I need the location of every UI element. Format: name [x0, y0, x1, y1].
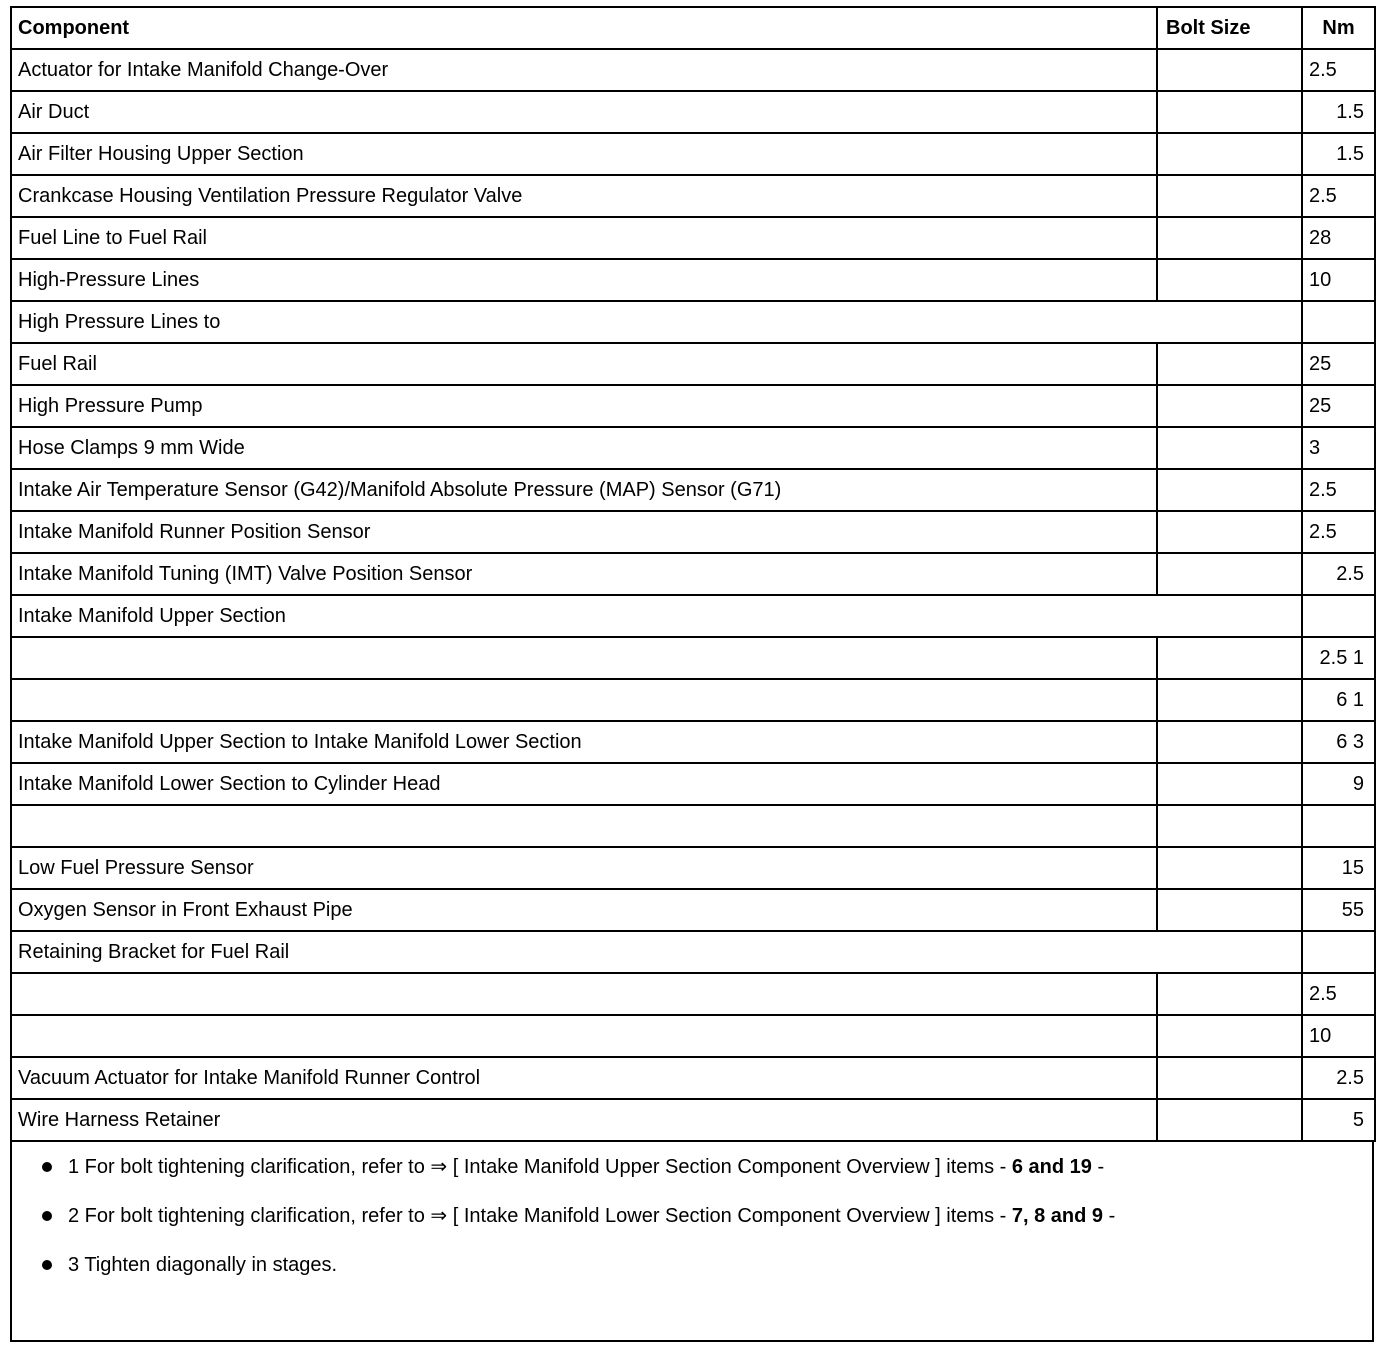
cell-bolt-size: [1157, 1015, 1302, 1057]
table-body: [11, 49, 1375, 1141]
cell-torque-nm: [1302, 763, 1375, 805]
cell-torque-nm: [1302, 91, 1375, 133]
cell-bolt-size: [1157, 1099, 1302, 1141]
cell-component: [11, 49, 1157, 91]
table-row: [11, 1099, 1375, 1141]
table-row: [11, 343, 1375, 385]
footnotes-section: [10, 1142, 1374, 1342]
cell-component: [11, 343, 1157, 385]
cell-bolt-size: [1157, 259, 1302, 301]
torque-value: 55: [1341, 899, 1364, 921]
cell-torque-nm: [1302, 343, 1375, 385]
column-header-bolt-size: Bolt Size: [1157, 7, 1302, 49]
table-row: [11, 49, 1375, 91]
bullet-icon: [42, 1211, 52, 1221]
component-label: High Pressure Pump: [18, 395, 203, 417]
cell-torque-nm: [1302, 973, 1375, 1015]
component-label: High-Pressure Lines: [18, 269, 200, 291]
component-label: Fuel Rail: [18, 353, 97, 375]
table-row: [11, 679, 1375, 721]
cell-component: [11, 259, 1157, 301]
cell-torque-nm: [1302, 931, 1375, 973]
cell-bolt-size: [1157, 469, 1302, 511]
torque-value: 1.5: [1336, 143, 1364, 165]
torque-value: 2.5: [1309, 521, 1337, 543]
footnote-text-after: -: [1103, 1205, 1116, 1227]
footnote-text-before: 2 For bolt tightening clarification, refer to ⇒ [ Intake Manifold Lower Section Component Overview ] items -: [68, 1205, 1012, 1227]
table-row: [11, 301, 1375, 343]
cell-bolt-size: [1157, 1057, 1302, 1099]
cell-bolt-size: [1157, 175, 1302, 217]
cell-component: [11, 175, 1157, 217]
column-header-nm: Nm: [1302, 7, 1375, 49]
component-label: Air Duct: [18, 101, 90, 123]
cell-bolt-size: [1157, 217, 1302, 259]
cell-bolt-size: [1157, 511, 1302, 553]
torque-value: 28: [1309, 227, 1332, 249]
cell-torque-nm: [1302, 427, 1375, 469]
cell-bolt-size: [1157, 343, 1302, 385]
torque-value: 2.5: [1336, 1067, 1364, 1089]
table-row: [11, 1015, 1375, 1057]
cell-torque-nm: [1302, 217, 1375, 259]
torque-value: 6 3: [1336, 731, 1364, 753]
cell-torque-nm: [1302, 847, 1375, 889]
cell-bolt-size: [1157, 385, 1302, 427]
cell-component: [11, 511, 1157, 553]
table-row: [11, 133, 1375, 175]
component-label: Low Fuel Pressure Sensor: [18, 857, 254, 879]
component-label: Hose Clamps 9 mm Wide: [18, 437, 245, 459]
table-row: [11, 889, 1375, 931]
cell-component: [11, 679, 1157, 721]
table-row: [11, 973, 1375, 1015]
torque-specification-table: [10, 6, 1376, 1142]
cell-bolt-size: [1157, 553, 1302, 595]
cell-torque-nm: [1302, 259, 1375, 301]
footnote-text: [68, 1205, 1115, 1228]
footnote-text: [68, 1156, 1104, 1179]
cell-bolt-size: [1157, 679, 1302, 721]
cell-component: [11, 721, 1157, 763]
cell-bolt-size: [1157, 805, 1302, 847]
cell-component: [11, 91, 1157, 133]
cell-component: [11, 469, 1157, 511]
cell-component: [11, 889, 1157, 931]
cell-torque-nm: [1302, 679, 1375, 721]
component-label: Air Filter Housing Upper Section: [18, 143, 304, 165]
cell-component: [11, 763, 1157, 805]
component-label: Intake Manifold Upper Section: [18, 605, 286, 627]
bullet-icon: [42, 1260, 52, 1270]
component-label: Crankcase Housing Ventilation Pressure Regulator Valve: [18, 185, 523, 207]
cell-bolt-size: [1157, 847, 1302, 889]
footnote-text-before: 1 For bolt tightening clarification, refer to ⇒ [ Intake Manifold Upper Section Component Overview ] items -: [68, 1156, 1012, 1178]
table-row: [11, 217, 1375, 259]
cell-torque-nm: [1302, 595, 1375, 637]
component-label: Fuel Line to Fuel Rail: [18, 227, 207, 249]
cell-component: [11, 637, 1157, 679]
cell-bolt-size: [1157, 133, 1302, 175]
footnote-text-before: 3 Tighten diagonally in stages.: [68, 1254, 338, 1276]
cell-torque-nm: [1302, 721, 1375, 763]
cell-component: [11, 1015, 1157, 1057]
torque-value: 3: [1309, 437, 1321, 459]
torque-value: 25: [1309, 395, 1332, 417]
footnote-item: [12, 1156, 1372, 1179]
cell-component: [11, 217, 1157, 259]
table-row: [11, 259, 1375, 301]
table-row: [11, 91, 1375, 133]
footnote-item: [12, 1205, 1372, 1228]
cell-component: [11, 385, 1157, 427]
cell-torque-nm: [1302, 889, 1375, 931]
table-row: [11, 427, 1375, 469]
torque-value: 2.5: [1309, 185, 1337, 207]
footnote-item-numbers: 7, 8 and 9: [1011, 1205, 1104, 1227]
cell-torque-nm: [1302, 49, 1375, 91]
footnote-text: [68, 1254, 337, 1277]
footnote-item: [12, 1254, 1372, 1277]
torque-value: 2.5: [1336, 563, 1364, 585]
torque-value: 15: [1341, 857, 1364, 879]
cell-component: [11, 847, 1157, 889]
torque-value: 25: [1309, 353, 1332, 375]
cell-component: [11, 973, 1157, 1015]
table-row: [11, 175, 1375, 217]
component-label: High Pressure Lines to: [18, 311, 221, 333]
cell-torque-nm: [1302, 805, 1375, 847]
torque-value: 1.5: [1336, 101, 1364, 123]
table-row: [11, 637, 1375, 679]
component-label: Actuator for Intake Manifold Change-Over: [18, 59, 389, 81]
cell-bolt-size: [1157, 763, 1302, 805]
bullet-icon: [42, 1162, 52, 1172]
cell-component: [11, 553, 1157, 595]
cell-torque-nm: [1302, 1099, 1375, 1141]
torque-value: 10: [1309, 269, 1332, 291]
table-row: [11, 511, 1375, 553]
footnote-item-numbers: 6 and 19: [1011, 1156, 1092, 1178]
cell-bolt-size: [1157, 637, 1302, 679]
cell-torque-nm: [1302, 469, 1375, 511]
table-row: [11, 721, 1375, 763]
cell-component: [11, 931, 1302, 973]
table-row: [11, 931, 1375, 973]
component-label: Vacuum Actuator for Intake Manifold Runner Control: [18, 1067, 481, 1089]
cell-torque-nm: [1302, 301, 1375, 343]
cell-component: [11, 427, 1157, 469]
cell-bolt-size: [1157, 889, 1302, 931]
table-row: [11, 763, 1375, 805]
torque-value: 6 1: [1336, 689, 1364, 711]
table-row: [11, 847, 1375, 889]
table-row: [11, 385, 1375, 427]
cell-component: [11, 1057, 1157, 1099]
cell-component: [11, 1099, 1157, 1141]
torque-value: 2.5: [1309, 983, 1337, 1005]
cell-torque-nm: [1302, 133, 1375, 175]
column-header-component: Component: [11, 7, 1157, 49]
component-label: Retaining Bracket for Fuel Rail: [18, 941, 290, 963]
table-row: [11, 469, 1375, 511]
component-label: Intake Manifold Runner Position Sensor: [18, 521, 371, 543]
cell-bolt-size: [1157, 427, 1302, 469]
table-row: [11, 805, 1375, 847]
cell-component: [11, 805, 1157, 847]
cell-torque-nm: [1302, 175, 1375, 217]
table-header-row: [11, 7, 1375, 49]
torque-value: 2.5 1: [1319, 647, 1364, 669]
torque-value: 9: [1352, 773, 1364, 795]
cell-torque-nm: [1302, 511, 1375, 553]
torque-value: 10: [1309, 1025, 1332, 1047]
table-row: [11, 1057, 1375, 1099]
cell-bolt-size: [1157, 49, 1302, 91]
table-row: [11, 595, 1375, 637]
cell-bolt-size: [1157, 91, 1302, 133]
cell-torque-nm: [1302, 385, 1375, 427]
cell-bolt-size: [1157, 973, 1302, 1015]
torque-spec-page: [0, 6, 1392, 1370]
component-label: Oxygen Sensor in Front Exhaust Pipe: [18, 899, 353, 921]
cell-torque-nm: [1302, 553, 1375, 595]
torque-value: 2.5: [1309, 59, 1337, 81]
cell-component: [11, 301, 1302, 343]
table-row: [11, 553, 1375, 595]
component-label: Intake Manifold Tuning (IMT) Valve Position Sensor: [18, 563, 473, 585]
cell-torque-nm: [1302, 1057, 1375, 1099]
cell-torque-nm: [1302, 637, 1375, 679]
component-label: Intake Manifold Lower Section to Cylinder Head: [18, 773, 441, 795]
cell-component: [11, 133, 1157, 175]
component-label: Intake Manifold Upper Section to Intake Manifold Lower Section: [18, 731, 582, 753]
component-label: Wire Harness Retainer: [18, 1109, 221, 1131]
torque-value: 5: [1352, 1109, 1364, 1131]
footnote-text-after: -: [1091, 1156, 1105, 1178]
torque-value: 2.5: [1309, 479, 1337, 501]
cell-component: [11, 595, 1302, 637]
cell-bolt-size: [1157, 721, 1302, 763]
cell-torque-nm: [1302, 1015, 1375, 1057]
component-label: Intake Air Temperature Sensor (G42)/Manifold Absolute Pressure (MAP) Sensor (G71): [18, 479, 782, 501]
